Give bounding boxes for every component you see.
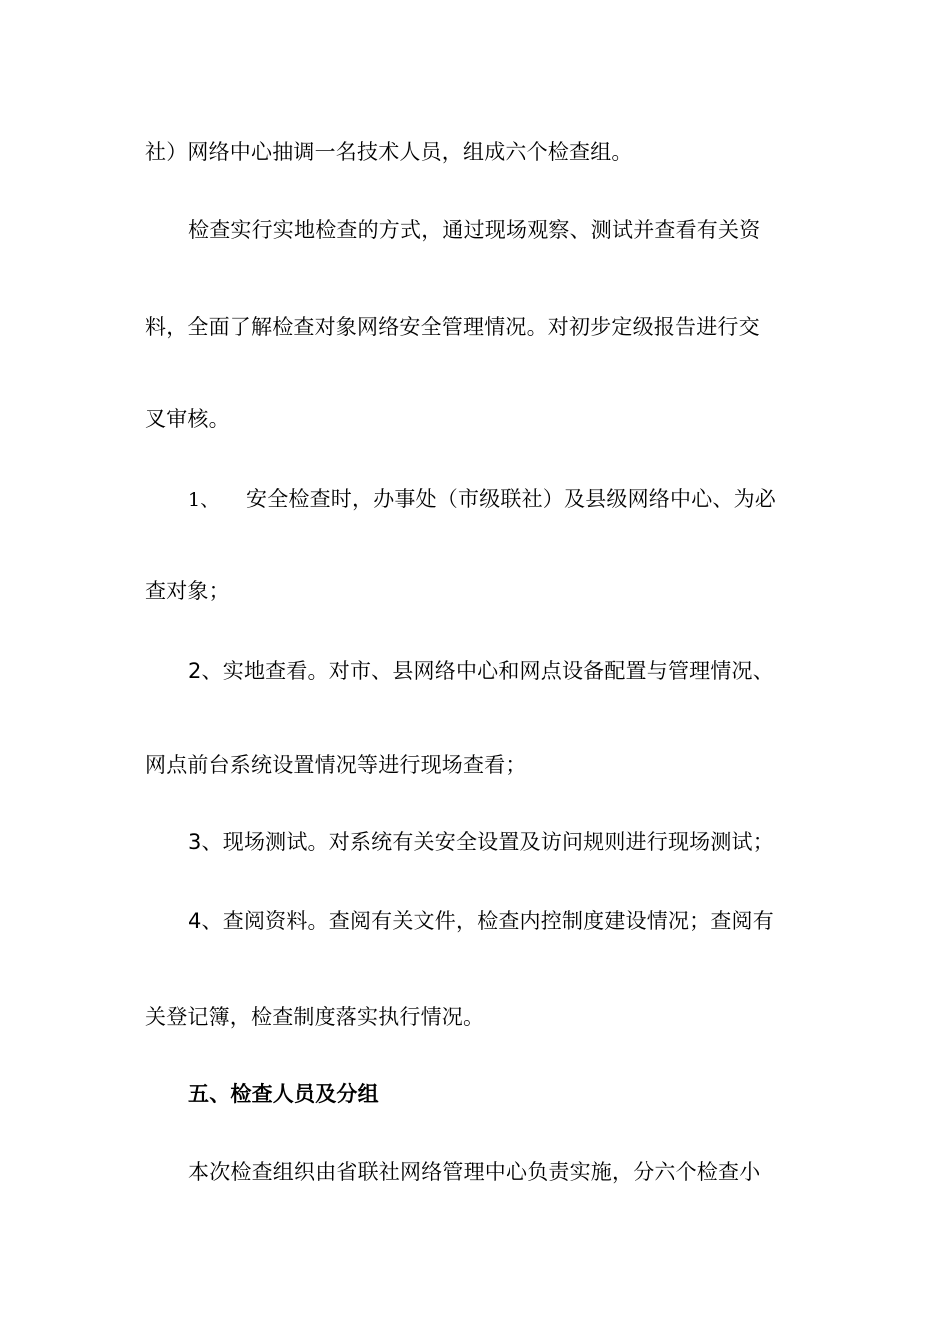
list-item-text: 安全检查时，办事处（市级联社）及县级网络中心、为必	[246, 487, 776, 511]
text-line: 网点前台系统设置情况等进行现场查看；	[145, 753, 527, 777]
list-item-4: 4、查阅资料。查阅有关文件，检查内控制度建设情况；查阅有	[188, 909, 774, 933]
paragraph-start: 检查实行实地检查的方式，通过现场观察、测试并查看有关资	[188, 218, 761, 242]
list-number: 1、	[188, 489, 220, 511]
text-line: 查对象；	[145, 579, 230, 603]
list-item-2: 2、实地查看。对市、县网络中心和网点设备配置与管理情况、	[188, 659, 774, 683]
text-line: 关登记簿，检查制度落实执行情况。	[145, 1005, 485, 1029]
list-item-1	[188, 484, 858, 515]
paragraph-start: 本次检查组织由省联社网络管理中心负责实施，分六个检查小	[188, 1160, 761, 1184]
text-line: 社）网络中心抽调一名技术人员，组成六个检查组。	[145, 140, 633, 164]
text-line: 叉审核。	[145, 407, 230, 431]
list-item-3: 3、现场测试。对系统有关安全设置及访问规则进行现场测试；	[188, 830, 774, 854]
section-heading: 五、检查人员及分组	[188, 1082, 379, 1106]
text-line: 料，全面了解检查对象网络安全管理情况。对初步定级报告进行交	[145, 315, 760, 339]
